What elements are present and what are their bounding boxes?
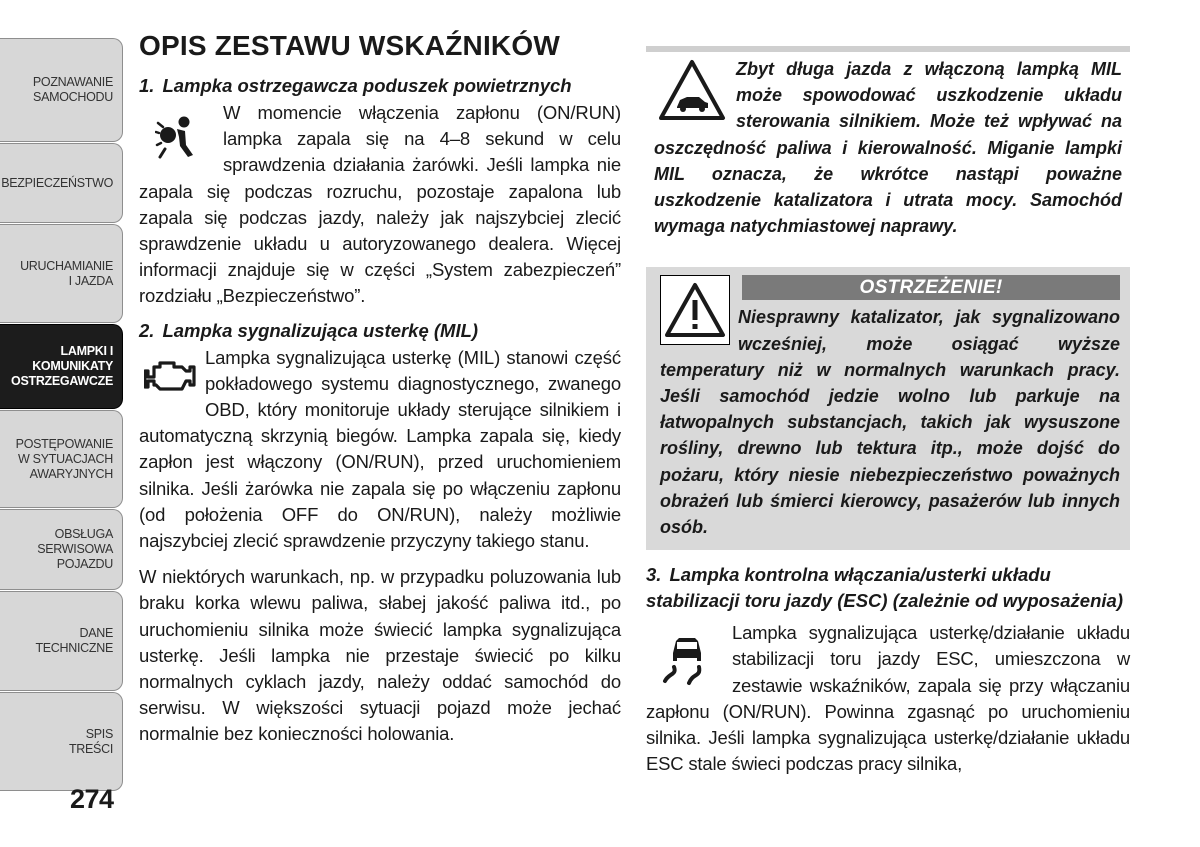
section-1-text: W momencie włączenia zapłonu (ON/RUN) lampka zapala się na 4–8 sekund w celu sprawdzenia działania żarówki. Jeśli lampka nie zapala się podczas rozruchu, pozostaje zapalona lub zapala się podczas jazdy, należy jak najszybciej zlecić sprawdzenie układu u autoryzowanego dealera. Więcej informacji znajduje się w części „System zabezpieczeń” rozdziału „Bezpieczeństwo”. bbox=[139, 102, 621, 307]
tab-dane-techniczne[interactable]: DANE TECHNICZNE bbox=[0, 591, 123, 691]
section-3-number: 3. bbox=[646, 564, 662, 586]
page-number: 274 bbox=[70, 784, 114, 814]
warning-triangle-icon bbox=[660, 275, 730, 345]
section-3-text: Lampka sygnalizująca usterkę/działanie układu stabilizacji toru jazdy ESC, umieszczona w zestawie wskaźników, zapala się przy włączaniu zapłonu (ON/RUN). Powinna zgasnąć po uruchomieniu silnika. Jeśli lampka sygnalizująca usterkę/działanie układu ESC stale świeci podczas pracy silnika, bbox=[646, 622, 1130, 775]
warning-label: OSTRZEŻENIE! bbox=[742, 275, 1120, 300]
section-2-text-2: W niektórych warunkach, np. w przypadku poluzowania lub braku korka wlewu paliwa, słabej jakość paliwa itd., po uruchomieniu silnika może świecić lampka sygnalizująca usterkę. Jeśli lampka nie przestaje świecić po kilku normalnych cyklach jazdy, należy oddać samochód do serwisu. W większości sytuacji pojazd może jechać normalnie bez konieczności holowania. bbox=[139, 566, 621, 745]
car-warning-triangle-icon bbox=[654, 56, 730, 124]
warning-text: Niesprawny katalizator, jak sygnalizowano wcześniej, może osiągać wyższe temperatury niż w normalnych warunkach pracy. Jeśli samochód jedzie wolno lub parkuje na łatwopalnych substancjach, takich jak wysuszone rośliny, drewno lub tektura itp., może dojść do pożaru, który niesie niebezpieczeństwo poważnych obrażeń lub śmierci kierowcy, pasażerów lub innych osób. bbox=[660, 307, 1120, 538]
section-1-heading bbox=[139, 74, 621, 98]
page-title: OPIS ZESTAWU WSKAŹNIKÓW bbox=[139, 30, 560, 61]
mil-caution-text: Zbyt długa jazda z włączoną lampką MIL może spowodować uszkodzenie układu sterowania silnikiem. Może też wpływać na oszczędność paliwa i kierowalność. Miganie lampki MIL oznacza, że wkrótce nastąpi poważne uszkodzenie katalizatora i utrata mocy. Samochód wymaga natychmiastowej naprawy. bbox=[654, 59, 1122, 237]
tab-spis-tresci[interactable]: SPIS TREŚCI bbox=[0, 692, 123, 791]
tab-uruchamianie-i-jazda[interactable]: URUCHAMIANIE I JAZDA bbox=[0, 224, 123, 323]
section-1-title: Lampka ostrzegawcza poduszek powietrznych bbox=[162, 75, 572, 96]
section-3-heading bbox=[646, 562, 1130, 614]
tab-lampki-i-komunikaty[interactable]: LAMPKI I KOMUNIKATY OSTRZEGAWCZE bbox=[0, 324, 123, 409]
engine-icon bbox=[139, 345, 203, 407]
esc-skid-icon bbox=[646, 618, 728, 696]
warning-box bbox=[646, 267, 1130, 550]
tab-postepowanie-awaryjne[interactable]: POSTĘPOWANIE W SYTUACJACH AWARYJNYCH bbox=[0, 410, 123, 508]
airbag-icon bbox=[139, 100, 217, 175]
tab-poznawanie-samochodu[interactable]: POZNAWANIE SAMOCHODU bbox=[0, 38, 123, 142]
section-2-heading bbox=[139, 319, 621, 343]
section-2-text: Lampka sygnalizująca usterkę (MIL) stanowi część pokładowego systemu diagnostycznego, zwanego OBD, który monitoruje układy sterujące silnikiem i automatyczną skrzynią biegów. Lampka zapala się, kiedy zapłon jest włączony (ON/RUN), przed uruchomieniem silnika. Jeśli żarówka nie zapala się po włączeniu zapłonu (od położenia OFF do ON/RUN), należy możliwie najszybciej zlecić sprawdzenie przyczyny takiego stanu. bbox=[139, 346, 621, 552]
mil-caution-note bbox=[646, 46, 1130, 243]
section-2-number: 2. bbox=[139, 319, 155, 341]
left-column bbox=[139, 30, 621, 748]
section-1-number: 1. bbox=[139, 75, 155, 96]
tab-bezpieczenstwo[interactable]: BEZPIECZEŃSTWO bbox=[0, 143, 123, 223]
section-2-title: Lampka sygnalizująca usterkę (MIL) bbox=[162, 319, 479, 341]
right-column bbox=[646, 46, 1130, 777]
section-3-title: Lampka kontrolna włączania/usterki układu stabilizacji toru jazdy (ESC) (zależnie od wyposażenia) bbox=[646, 564, 1123, 612]
tab-obsluga-serwisowa[interactable]: OBSŁUGA SERWISOWA POJAZDU bbox=[0, 509, 123, 590]
